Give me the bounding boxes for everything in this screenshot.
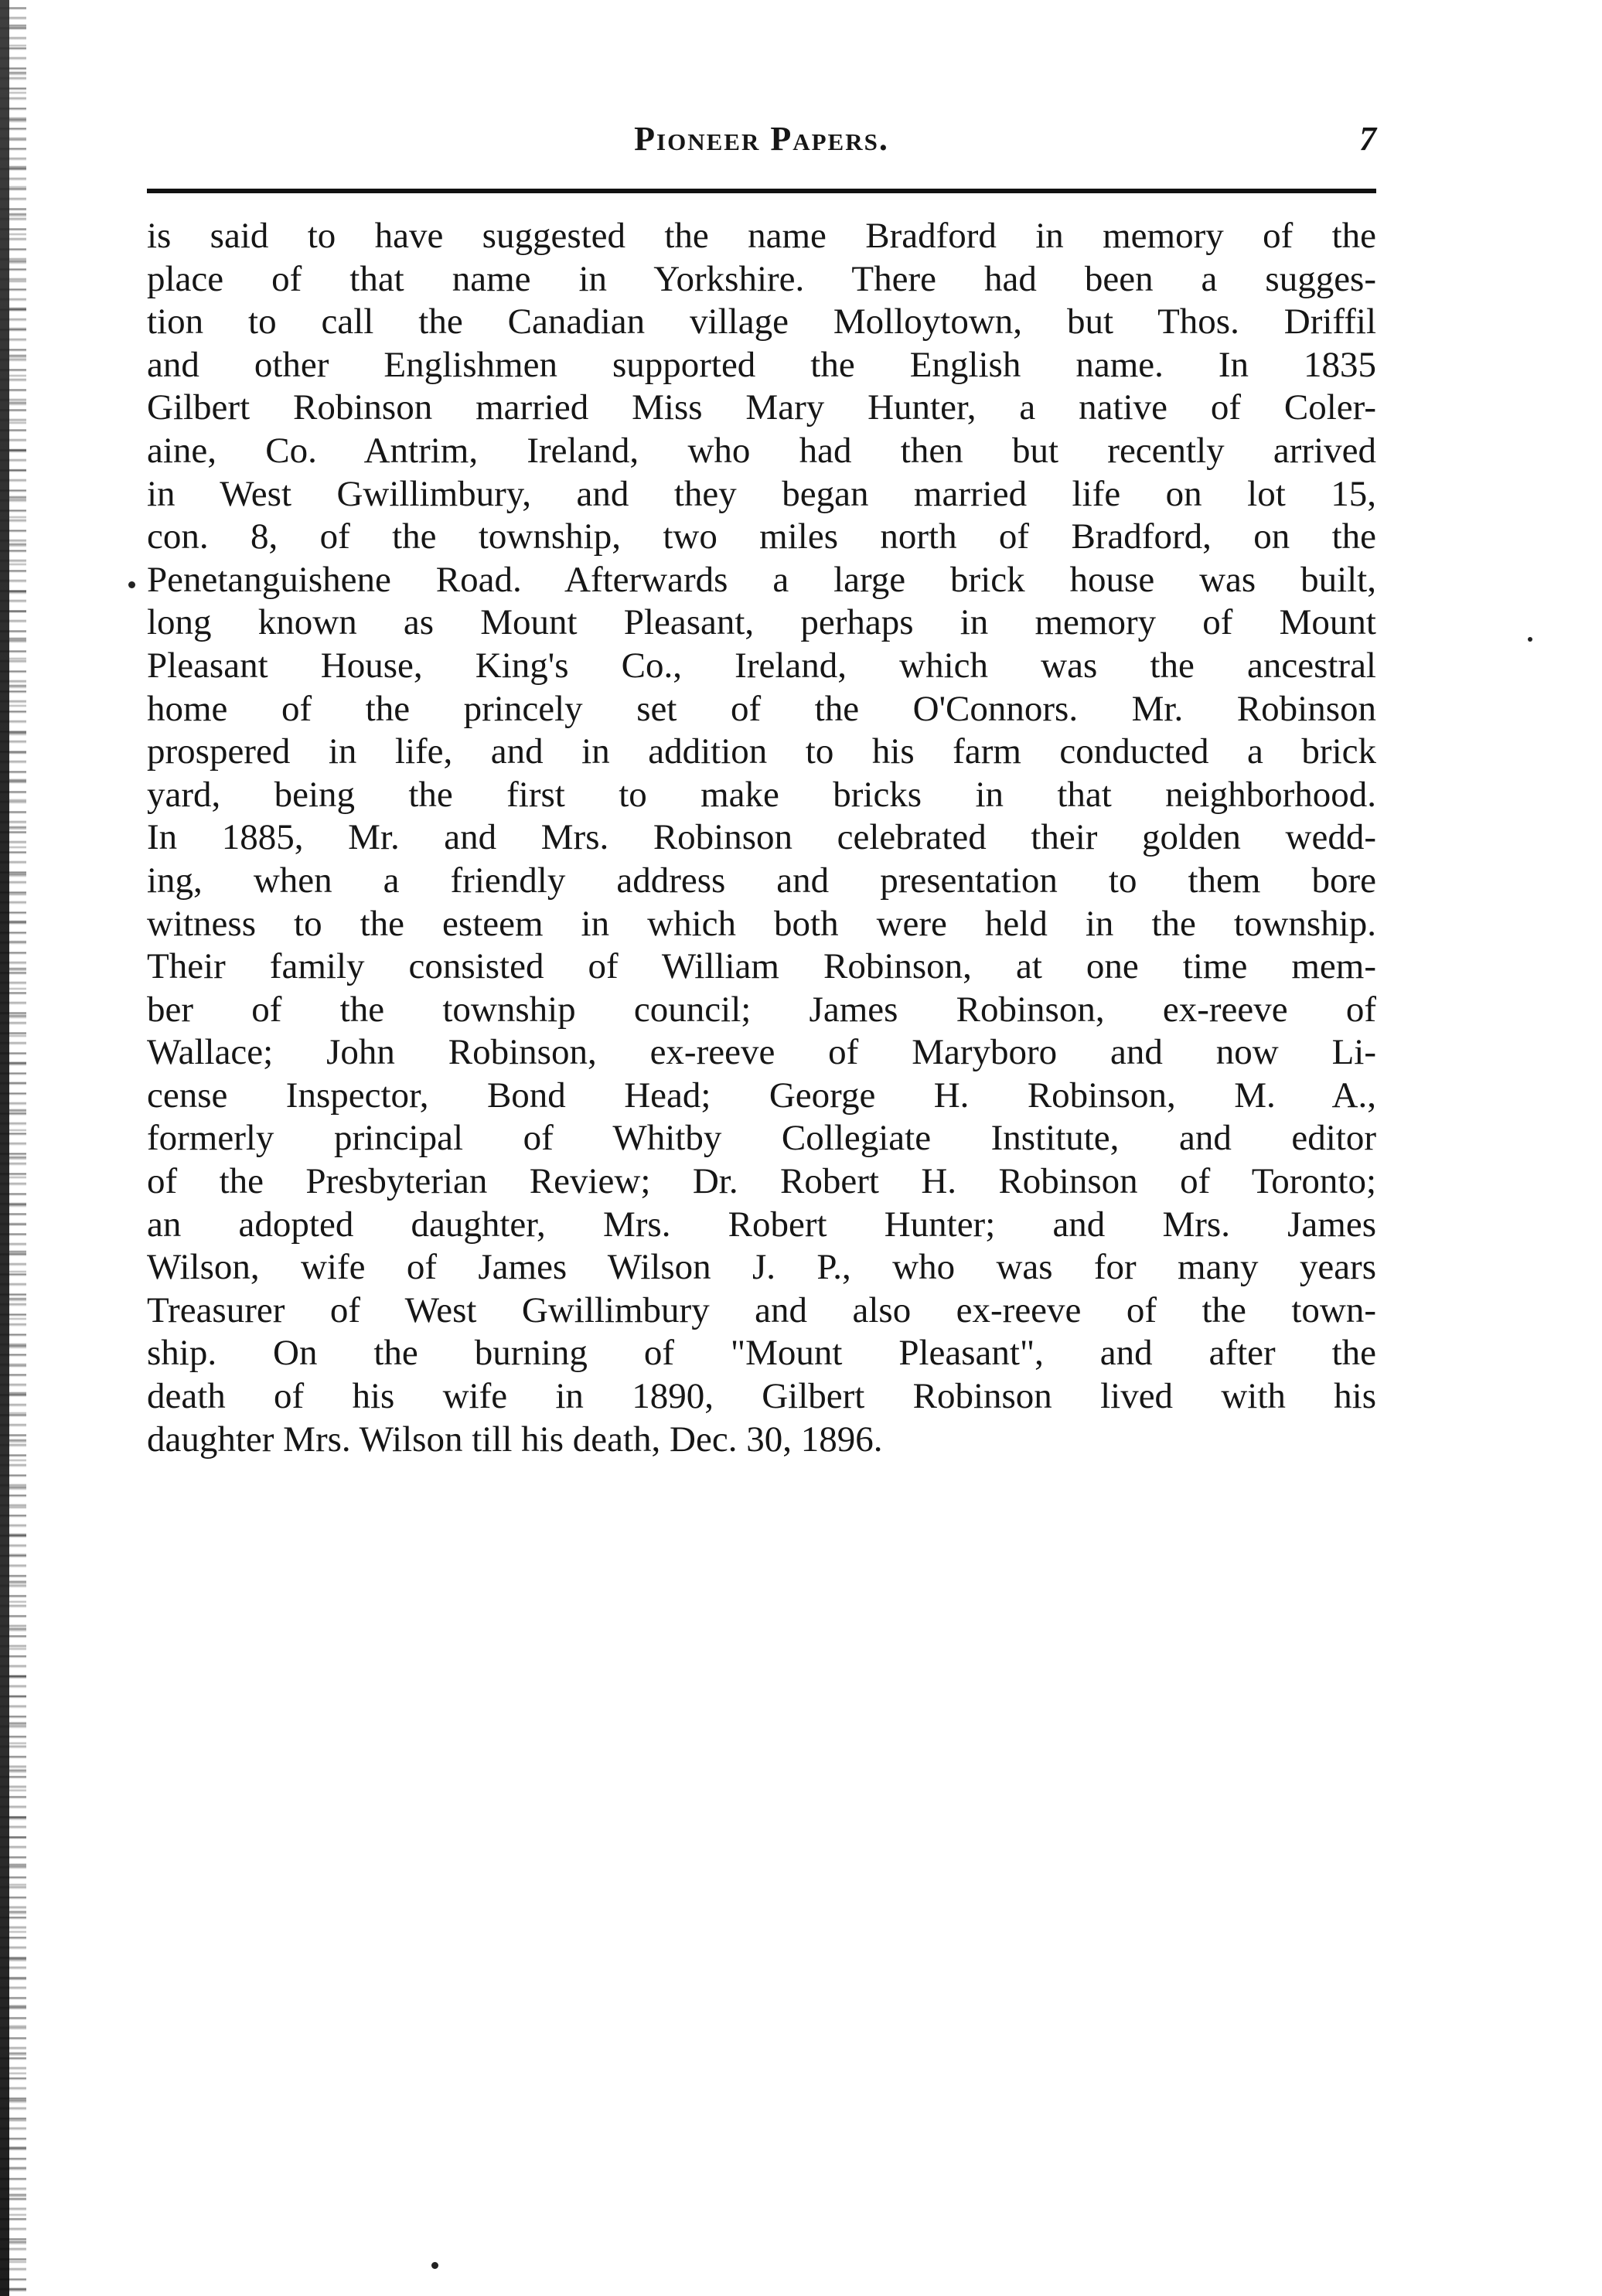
text-line: Wilson, wife of James Wilson J. P., who was for many years — [147, 1247, 1376, 1288]
text-line: ship. On the burning of "Mount Pleasant", and after the — [147, 1333, 1376, 1374]
text-line: death of his wife in 1890, Gilbert Robinson lived with his — [147, 1376, 1376, 1417]
print-speck — [128, 581, 135, 588]
print-speck — [1528, 637, 1532, 642]
text-line: Gilbert Robinson married Miss Mary Hunter, a native of Coler- — [147, 387, 1376, 428]
running-head — [147, 116, 1376, 162]
text-line: in West Gwillimbury, and they began married life on lot 15, — [147, 473, 1376, 514]
text-line: In 1885, Mr. and Mrs. Robinson celebrated their golden wedd- — [147, 817, 1376, 858]
text-line: Pleasant House, King's Co., Ireland, which was the ancestral — [147, 645, 1376, 686]
text-line: daughter Mrs. Wilson till his death, Dec. 30, 1896. — [147, 1419, 883, 1460]
text-line: is said to have suggested the name Bradford in memory of the — [147, 216, 1376, 256]
text-line: con. 8, of the township, two miles north of Bradford, on the — [147, 516, 1376, 557]
text-line: aine, Co. Antrim, Ireland, who had then but recently arrived — [147, 430, 1376, 471]
body-paragraph — [147, 215, 1376, 1461]
text-line: Penetanguishene Road. Afterwards a large brick house was built, — [147, 559, 1376, 600]
text-line: and other Englishmen supported the English name. In 1835 — [147, 344, 1376, 385]
text-line: place of that name in Yorkshire. There had been a sugges- — [147, 258, 1376, 299]
text-line: home of the princely set of the O'Connors. Mr. Robinson — [147, 688, 1376, 729]
text-line: ber of the township council; James Robinson, ex-reeve of — [147, 989, 1376, 1030]
scan-binding-edge — [0, 0, 26, 2296]
text-line: tion to call the Canadian village Molloytown, but Thos. Driffil — [147, 301, 1376, 342]
text-line: of the Presbyterian Review; Dr. Robert H. Robinson of Toronto; — [147, 1161, 1376, 1202]
text-line: Their family consisted of William Robinson, at one time mem- — [147, 946, 1376, 987]
text-line: ing, when a friendly address and presentation to them bore — [147, 860, 1376, 901]
text-line: yard, being the first to make bricks in that neighborhood. — [147, 774, 1376, 815]
header-rule — [147, 189, 1376, 193]
print-speck — [431, 2262, 438, 2269]
text-line: prospered in life, and in addition to his farm conducted a brick — [147, 731, 1376, 772]
text-line: cense Inspector, Bond Head; George H. Robinson, M. A., — [147, 1075, 1376, 1116]
page-number: 7 — [1359, 120, 1376, 158]
text-line: witness to the esteem in which both were held in the township. — [147, 903, 1376, 944]
text-line: Wallace; John Robinson, ex-reeve of Maryboro and now Li- — [147, 1032, 1376, 1073]
text-line: an adopted daughter, Mrs. Robert Hunter; and Mrs. James — [147, 1204, 1376, 1245]
text-line: Treasurer of West Gwillimbury and also ex-reeve of the town- — [147, 1289, 1376, 1330]
text-line: formerly principal of Whitby Collegiate Institute, and editor — [147, 1118, 1376, 1159]
running-title: Pioneer Papers. — [634, 120, 889, 158]
text-line: long known as Mount Pleasant, perhaps in memory of Mount — [147, 602, 1376, 643]
